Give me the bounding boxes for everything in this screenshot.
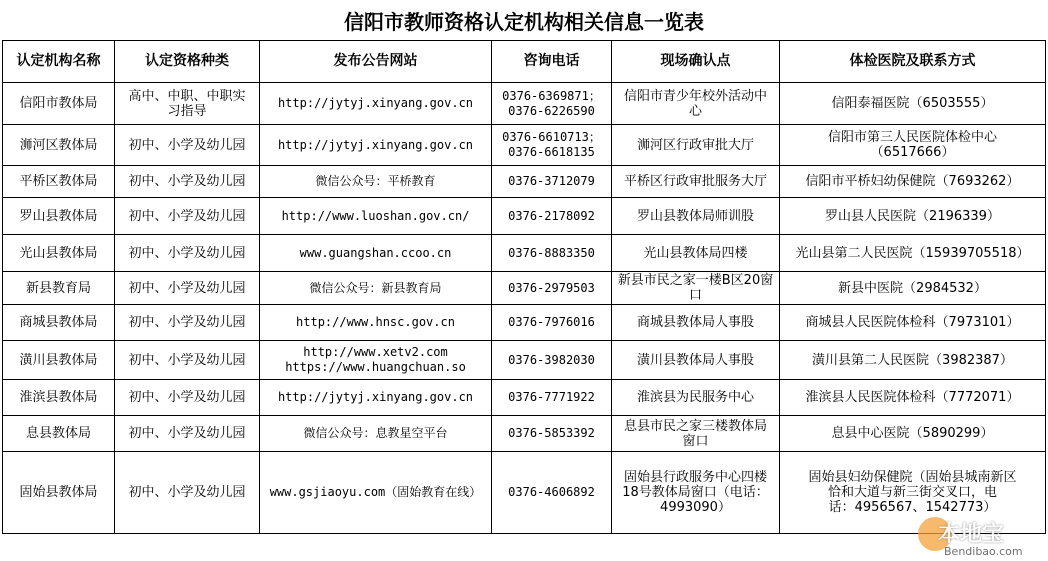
cell-phone — [492, 125, 612, 166]
cell-text: 潢川县第二人民医院（3982387） — [812, 352, 1013, 368]
cell-text: 初中、小学及幼儿园 — [128, 280, 246, 296]
cell-phone — [492, 305, 612, 341]
cell-text: 信阳市平桥妇幼保健院（7693262） — [805, 174, 1020, 189]
cell-institution — [3, 198, 115, 235]
table-row — [3, 83, 1046, 125]
cell-phone — [492, 198, 612, 235]
cell-phone — [492, 166, 612, 198]
cell-text: 浉河区教体局 — [19, 137, 98, 153]
cell-confirm-site — [612, 83, 780, 125]
cell-qualification — [115, 305, 260, 341]
cell-text: 信阳市第三人民医院体检中心 （6517666） — [827, 130, 997, 160]
cell-website — [260, 166, 492, 198]
watermark-text: 本地宝 — [938, 522, 1005, 547]
header-confirm-site: 现场确认点 — [612, 41, 780, 83]
table-row — [3, 341, 1046, 380]
cell-hospital — [780, 272, 1046, 305]
cell-text: 罗山县教体局师训股 — [636, 208, 754, 224]
cell-confirm-site — [612, 305, 780, 341]
cell-text: 息县中心医院（5890299） — [831, 426, 994, 441]
cell-text: 0376-6369871； 0376-6226590 — [502, 88, 601, 118]
cell-text: 新县中医院（2984532） — [838, 280, 987, 296]
cell-text: 0376-7976016 — [508, 315, 595, 329]
cell-text: 高中、中职、中职实 习指导 — [128, 88, 246, 119]
cell-text: 商城县教体局人事股 — [636, 315, 754, 330]
header-phone: 咨询电话 — [492, 41, 612, 83]
cell-text: 淮滨县为民服务中心 — [636, 390, 754, 405]
cell-qualification — [115, 341, 260, 380]
table-row — [3, 235, 1046, 272]
cell-text: 平桥区行政审批服务大厅 — [623, 174, 767, 189]
cell-text: http://jytyj.xinyang.gov.cn — [277, 137, 474, 152]
cell-text: 0376-2979503 — [508, 280, 595, 295]
cell-text: 固始县妇幼保健院（固始县城南新区 恰和大道与新三街交叉口，电 话：4956567、1542773） — [808, 470, 1017, 515]
cell-hospital — [780, 235, 1046, 272]
cell-text: 新县市民之家一楼B区20窗 口 — [617, 273, 774, 303]
cell-website — [260, 272, 492, 305]
cell-website — [260, 83, 492, 125]
cell-qualification — [115, 125, 260, 166]
cell-text: 初中、小学及幼儿园 — [128, 485, 246, 500]
cell-text: 淮滨县人民医院体检科（7772071） — [805, 390, 1020, 405]
cell-institution — [3, 83, 115, 125]
cell-hospital — [780, 125, 1046, 166]
cell-qualification — [115, 416, 260, 452]
cell-text: 0376-7771922 — [508, 390, 595, 404]
cell-text: 罗山县教体局 — [19, 208, 98, 224]
cell-text: 淮滨县教体局 — [19, 390, 98, 405]
cell-text: 固始县教体局 — [19, 485, 98, 500]
cell-hospital — [780, 341, 1046, 380]
cell-text: 信阳市青少年校外活动中 心 — [623, 88, 767, 119]
cell-qualification — [115, 452, 260, 534]
cell-confirm-site — [612, 198, 780, 235]
cell-text: 光山县教体局 — [19, 245, 98, 261]
cell-hospital — [780, 416, 1046, 452]
cell-phone — [492, 341, 612, 380]
cell-text: 初中、小学及幼儿园 — [128, 137, 246, 153]
watermark-site: Bendibao.com — [944, 545, 1023, 558]
cell-text: 固始县行政服务中心四楼 18号教体局窗口（电话： 4993090） — [622, 470, 769, 515]
cell-text: 初中、小学及幼儿园 — [128, 390, 246, 405]
cell-text: 商城县教体局 — [19, 315, 98, 330]
cell-hospital — [780, 198, 1046, 235]
cell-text: http://jytyj.xinyang.gov.cn — [277, 390, 474, 404]
cell-text: 初中、小学及幼儿园 — [128, 426, 246, 441]
page-title: 信阳市教师资格认定机构相关信息一览表 — [344, 9, 704, 34]
cell-qualification — [115, 198, 260, 235]
cell-phone — [492, 452, 612, 534]
cell-text: 0376-4606892 — [508, 485, 595, 499]
cell-institution — [3, 305, 115, 341]
cell-qualification — [115, 166, 260, 198]
cell-website — [260, 235, 492, 272]
cell-text: http://www.xetv2.com https://www.huangchuan.so — [285, 345, 466, 374]
table-row — [3, 125, 1046, 166]
cell-text: 潢川县教体局人事股 — [636, 352, 754, 368]
cell-hospital — [780, 305, 1046, 341]
cell-text: www.gsjiaoyu.com（固始教育在线） — [269, 485, 482, 499]
cell-text: 0376-8883350 — [508, 245, 595, 260]
cell-phone — [492, 83, 612, 125]
cell-confirm-site — [612, 125, 780, 166]
cell-institution — [3, 380, 115, 416]
cell-website — [260, 341, 492, 380]
cell-qualification — [115, 235, 260, 272]
cell-phone — [492, 380, 612, 416]
cell-text: 罗山县人民医院（2196339） — [825, 208, 1000, 224]
header-website: 发布公告网站 — [260, 41, 492, 83]
cell-qualification — [115, 83, 260, 125]
cell-text: 息县市民之家三楼教体局 窗口 — [623, 418, 767, 449]
table-row — [3, 166, 1046, 198]
cell-phone — [492, 416, 612, 452]
cell-confirm-site — [612, 166, 780, 198]
cell-text: 信阳市教体局 — [19, 96, 98, 111]
header-institution: 认定机构名称 — [3, 41, 115, 83]
cell-institution — [3, 235, 115, 272]
cell-website — [260, 380, 492, 416]
cell-text: 0376-6610713； 0376-6618135 — [502, 130, 601, 159]
cell-text: 微信公众号：息教星空平台 — [303, 426, 448, 440]
cell-confirm-site — [612, 452, 780, 534]
cell-institution — [3, 341, 115, 380]
cell-confirm-site — [612, 380, 780, 416]
cell-text: 微信公众号：新县教育局 — [309, 280, 442, 295]
cell-website — [260, 416, 492, 452]
cell-institution — [3, 166, 115, 198]
cell-website — [260, 125, 492, 166]
cell-hospital — [780, 83, 1046, 125]
cell-confirm-site — [612, 272, 780, 305]
cell-website — [260, 452, 492, 534]
cell-text: www.guangshan.ccoo.cn — [299, 245, 452, 260]
cell-text: http://www.luoshan.gov.cn/ — [281, 208, 470, 223]
header-hospital: 体检医院及联系方式 — [780, 41, 1046, 83]
cell-text: 浉河区行政审批大厅 — [636, 137, 754, 153]
cell-phone — [492, 272, 612, 305]
cell-text: 初中、小学及幼儿园 — [128, 174, 246, 189]
cell-text: 0376-3712079 — [508, 174, 595, 188]
cell-text: 初中、小学及幼儿园 — [128, 208, 246, 224]
cell-text: 平桥区教体局 — [19, 174, 98, 189]
cell-hospital — [780, 166, 1046, 198]
cell-phone — [492, 235, 612, 272]
cell-text: 息县教体局 — [25, 426, 91, 441]
table-row — [3, 416, 1046, 452]
cell-institution — [3, 452, 115, 534]
cell-confirm-site — [612, 341, 780, 380]
cell-text: 光山县第二人民医院（15939705518） — [795, 245, 1030, 261]
cell-institution — [3, 272, 115, 305]
cell-confirm-site — [612, 416, 780, 452]
cell-website — [260, 198, 492, 235]
cell-text: 光山县教体局四楼 — [643, 245, 748, 261]
cell-text: http://www.hnsc.gov.cn — [296, 315, 455, 329]
cell-hospital — [780, 380, 1046, 416]
header-qualification: 认定资格种类 — [115, 41, 260, 83]
table-row — [3, 452, 1046, 534]
table-row — [3, 305, 1046, 341]
cell-text: 新县教育局 — [25, 280, 91, 296]
cell-text: 初中、小学及幼儿园 — [128, 245, 246, 261]
cell-text: 初中、小学及幼儿园 — [128, 315, 246, 330]
cell-text: 潢川县教体局 — [19, 352, 98, 368]
cell-text: http://jytyj.xinyang.gov.cn — [277, 96, 474, 110]
cell-qualification — [115, 272, 260, 305]
cell-text: 商城县人民医院体检科（7973101） — [805, 315, 1020, 330]
table-row — [3, 380, 1046, 416]
cell-text: 0376-3982030 — [508, 352, 595, 367]
cell-institution — [3, 125, 115, 166]
cell-text: 0376-5853392 — [508, 426, 595, 440]
cell-website — [260, 305, 492, 341]
cell-confirm-site — [612, 235, 780, 272]
table-row — [3, 198, 1046, 235]
table-row — [3, 272, 1046, 305]
header-row — [3, 41, 1046, 83]
cell-text: 0376-2178092 — [508, 208, 595, 223]
cell-text: 初中、小学及幼儿园 — [128, 352, 246, 368]
cell-qualification — [115, 380, 260, 416]
bendibao-watermark — [914, 515, 1044, 559]
cell-text: 微信公众号：平桥教育 — [315, 174, 436, 188]
cell-institution — [3, 416, 115, 452]
cell-text: 信阳泰福医院（6503555） — [831, 96, 994, 111]
info-table — [2, 40, 1046, 534]
